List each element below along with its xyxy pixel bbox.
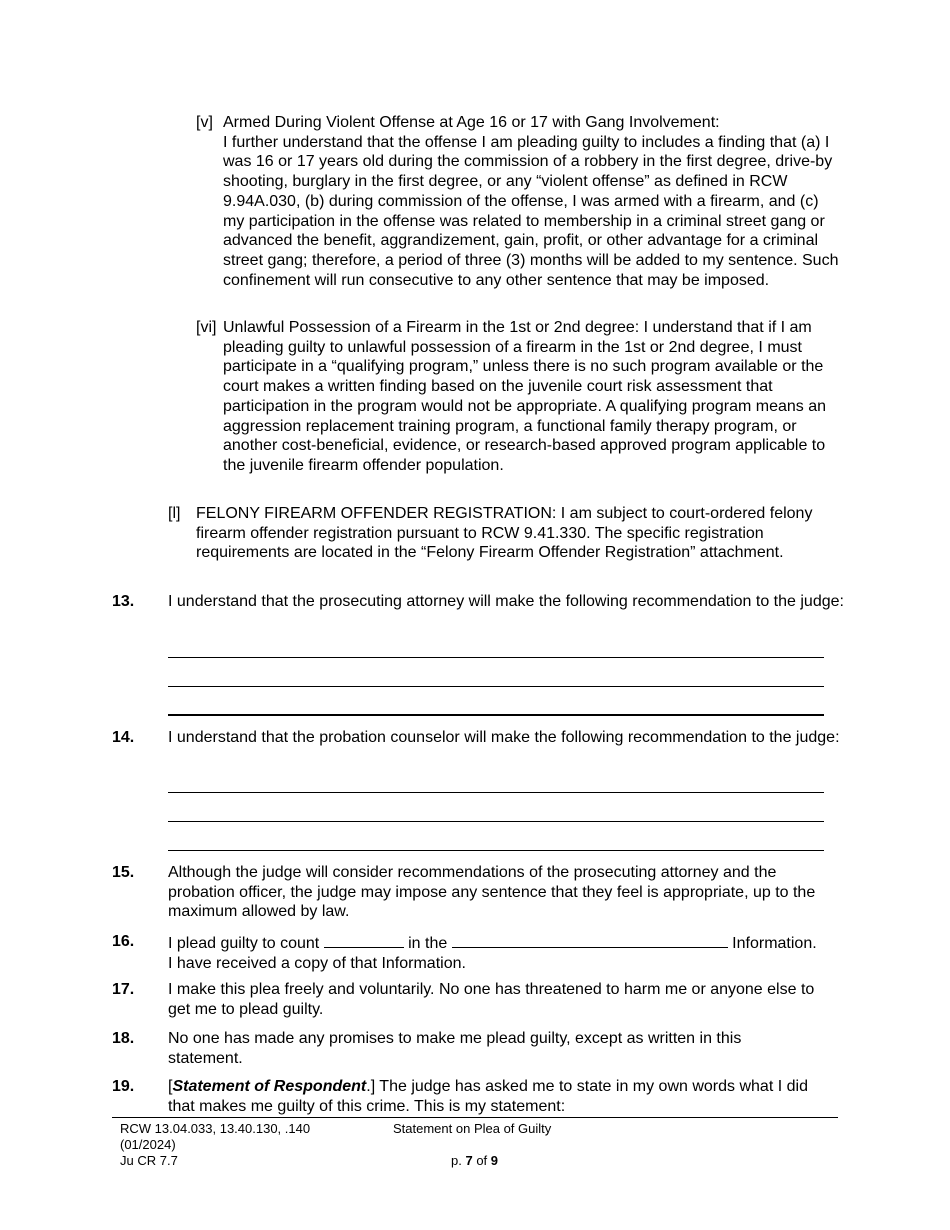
- item-16-number: 16.: [112, 933, 135, 950]
- item-14-line-3[interactable]: [168, 850, 824, 851]
- item-14-line-2[interactable]: [168, 821, 824, 822]
- item-16-text-b: in the: [408, 935, 448, 952]
- item-18-number: 18.: [112, 1030, 135, 1047]
- item-19-text: .] The judge has asked me to state in my own words what I did that makes me guilty of this crime. This is my statement:: [168, 1078, 808, 1115]
- item-15-number: 15.: [112, 864, 135, 881]
- sub-item-l-text: FELONY FIREARM OFFENDER REGISTRATION: I am subject to court-ordered felony firearm offender registration pursuant to RCW 9.41.330. The specific registration requirements are located in the “Felony Firearm Offender Registration” attachment.: [196, 505, 813, 562]
- sub-item-l: [196, 504, 816, 563]
- sub-item-vi-marker: [vi]: [196, 319, 217, 336]
- item-15-text: Although the judge will consider recommendations of the prosecuting attorney and the probation officer, the judge may impose any sentence that they feel is appropriate, up to the maximum allowed by law.: [168, 864, 816, 921]
- footer-form-title: Statement on Plea of Guilty: [393, 1121, 552, 1136]
- item-13-number: 13.: [112, 593, 135, 610]
- sub-item-l-marker: [l]: [168, 505, 181, 522]
- item-17-text: I make this plea freely and voluntarily. No one has threatened to harm me or anyone else to get me to plead guilty.: [168, 981, 815, 1018]
- footer-divider: [112, 1117, 838, 1118]
- footer-page-number: p. 7 of 9: [451, 1153, 499, 1168]
- item-16: [168, 932, 848, 973]
- item-19-emph: Statement of Respondent: [172, 1078, 367, 1095]
- item-19-bracket: [: [168, 1078, 173, 1095]
- sub-item-v-title: Armed During Violent Offense at Age 16 or 17 with Gang Involvement:: [223, 114, 720, 131]
- item-14-text: I understand that the probation counselor will make the following recommendation to the judge:: [168, 729, 840, 746]
- item-13-text: I understand that the prosecuting attorney will make the following recommendation to the judge:: [168, 593, 844, 610]
- sub-item-v-text: I further understand that the offense I am pleading guilty to includes a finding that (a) I was 16 or 17 years old during the commission of a robbery in the first degree, drive-by shooting, burglary in the first degree, or any “violent offense” as defined in RCW 9.94A.030, (b) during commission of the offense, I was armed with a firearm, and (c) my participation in the offense was related to membership in a criminal street gang or advanced the benefit, aggrandizement, gain, profit, or other advantage for a criminal street gang; therefore, a period of three (3) months will be added to my sentence. Such confinement will run consecutive to any other sentence that may be imposed.: [223, 133, 839, 289]
- sub-item-vi-text: Unlawful Possession of a Firearm in the 1st or 2nd degree: I understand that if I am pleading guilty to unlawful possession of a firearm in the 1st or 2nd degree, I must participate in a “qualifying program,” unless there is no such program available or the court makes a written finding based on the juvenile court risk assessment that participation in the program would not be appropriate. A qualifying program means an aggression replacement training program, a functional family therapy program, or another cost-beneficial, evidence, or research-based approved program applicable to the juvenile firearm offender population.: [223, 319, 827, 474]
- item-19: [168, 1077, 828, 1116]
- item-16-text-d: I have received a copy of that Information.: [168, 954, 466, 972]
- item-13-line-3[interactable]: [168, 714, 824, 716]
- sub-item-vi: [223, 318, 835, 476]
- item-17-number: 17.: [112, 981, 135, 998]
- item-18-text: No one has made any promises to make me plead guilty, except as written in this statement.: [168, 1030, 742, 1067]
- item-19-number: 19.: [112, 1078, 135, 1095]
- item-14-number: 14.: [112, 729, 135, 746]
- item-16-text-c: Information.: [732, 935, 817, 952]
- footer-left: [120, 1121, 310, 1169]
- item-13-line-1[interactable]: [168, 657, 824, 658]
- footer-citation: RCW 13.04.033, 13.40.130, .140: [120, 1121, 311, 1136]
- count-blank[interactable]: [324, 932, 404, 948]
- item-16-text-a: I plead guilty to count: [168, 935, 320, 952]
- information-blank[interactable]: [452, 932, 728, 948]
- footer-date: (01/2024): [120, 1137, 176, 1152]
- sub-item-v-marker: [v]: [196, 114, 213, 131]
- item-13-line-2[interactable]: [168, 686, 824, 687]
- item-14-line-1[interactable]: [168, 792, 824, 793]
- sub-item-v: [223, 113, 841, 290]
- footer-rule: Ju CR 7.7: [120, 1153, 178, 1168]
